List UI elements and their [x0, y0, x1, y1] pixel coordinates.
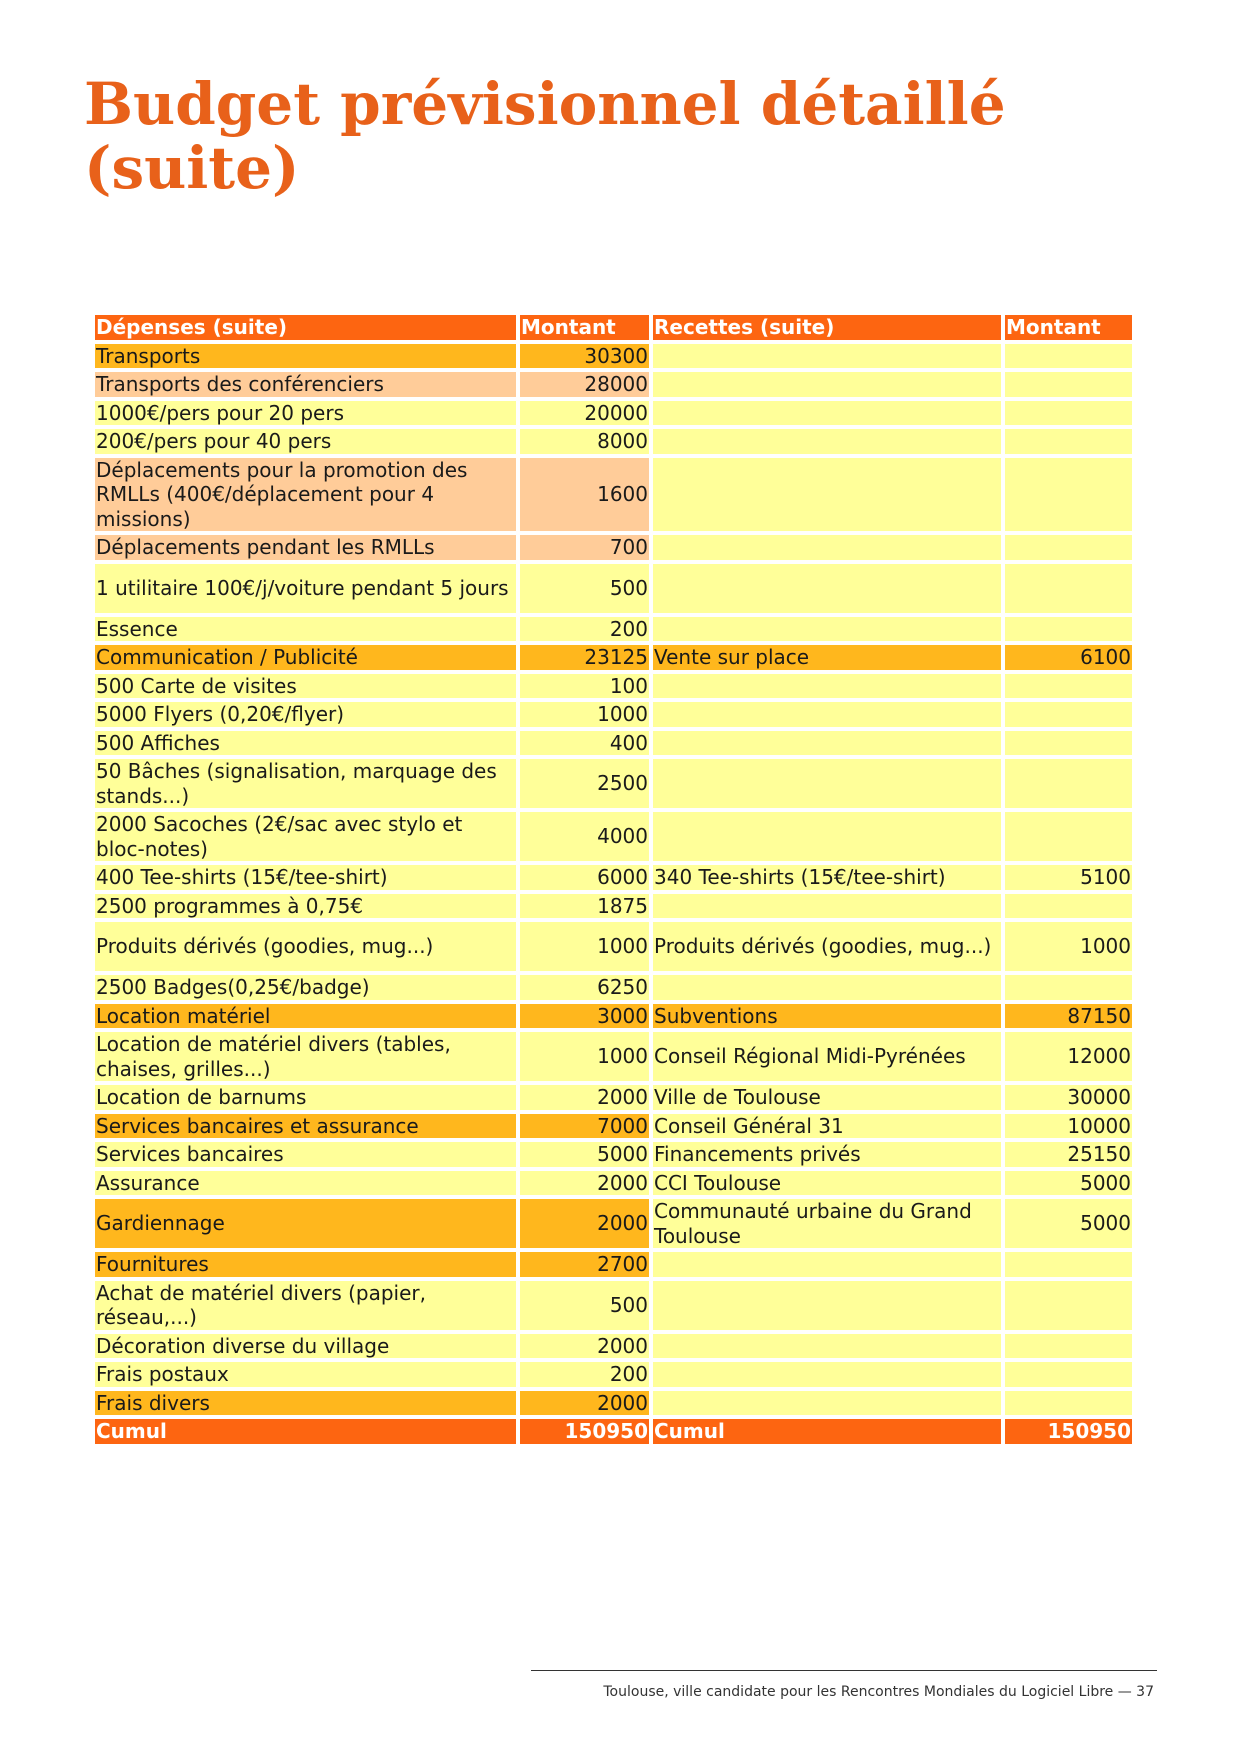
- budget-table-head: [95, 315, 1132, 340]
- page-title: Budget prévisionnel détaillé (suite): [84, 70, 1006, 202]
- expense-label: Location de matériel divers (tables, chaises, grilles...): [95, 1032, 516, 1081]
- expense-amount: 4000: [520, 812, 649, 861]
- expense-amount: 500: [520, 1281, 649, 1330]
- expense-amount: 2000: [520, 1171, 649, 1196]
- expense-label: 200€/pers pour 40 pers: [95, 429, 516, 454]
- expense-amount: 1600: [520, 458, 649, 532]
- table-row: [95, 1171, 1132, 1196]
- page-footer: Toulouse, ville candidate pour les Rencontres Mondiales du Logiciel Libre — 37: [603, 1684, 1154, 1700]
- expense-amount: 1875: [520, 894, 649, 919]
- expense-amount: 200: [520, 617, 649, 642]
- table-row: [95, 535, 1132, 560]
- expense-amount: 200: [520, 1362, 649, 1387]
- income-label: [653, 1334, 1001, 1359]
- income-amount: [1005, 894, 1132, 919]
- expense-amount: 1000: [520, 702, 649, 727]
- expense-label: Décoration diverse du village: [95, 1334, 516, 1359]
- expense-label: Frais divers: [95, 1391, 516, 1416]
- expense-amount: 28000: [520, 372, 649, 397]
- income-amount: [1005, 617, 1132, 642]
- income-label: [653, 344, 1001, 369]
- income-amount: [1005, 564, 1132, 613]
- table-row: [95, 1252, 1132, 1277]
- expense-amount: 500: [520, 564, 649, 613]
- expense-amount: 1000: [520, 922, 649, 971]
- table-row: [95, 865, 1132, 890]
- header-montant-recettes: Montant: [1005, 315, 1132, 340]
- expense-amount: 2500: [520, 759, 649, 808]
- table-row: [95, 894, 1132, 919]
- total-label-depenses: Cumul: [95, 1419, 516, 1444]
- income-label: [653, 702, 1001, 727]
- income-label: [653, 564, 1001, 613]
- expense-label: Transports: [95, 344, 516, 369]
- header-montant-depenses: Montant: [520, 315, 649, 340]
- income-amount: [1005, 674, 1132, 699]
- income-label: Vente sur place: [653, 645, 1001, 670]
- table-row: [95, 759, 1132, 808]
- expense-label: 1000€/pers pour 20 pers: [95, 401, 516, 426]
- expense-label: Gardiennage: [95, 1199, 516, 1248]
- header-depenses: Dépenses (suite): [95, 315, 516, 340]
- table-row: [95, 1004, 1132, 1029]
- expense-label: Fournitures: [95, 1252, 516, 1277]
- expense-label: Communication / Publicité: [95, 645, 516, 670]
- expense-label: Déplacements pendant les RMLLs: [95, 535, 516, 560]
- income-amount: 30000: [1005, 1085, 1132, 1110]
- income-amount: 5100: [1005, 865, 1132, 890]
- income-label: [653, 1281, 1001, 1330]
- income-label: Communauté urbaine du Grand Toulouse: [653, 1199, 1001, 1248]
- table-row: [95, 812, 1132, 861]
- expense-label: 1 utilitaire 100€/j/voiture pendant 5 jours: [95, 564, 516, 613]
- income-label: [653, 759, 1001, 808]
- total-amount-depenses: 150950: [520, 1419, 649, 1444]
- income-label: CCI Toulouse: [653, 1171, 1001, 1196]
- expense-amount: 1000: [520, 1032, 649, 1081]
- expense-amount: 8000: [520, 429, 649, 454]
- total-row: [95, 1419, 1132, 1444]
- income-label: [653, 429, 1001, 454]
- expense-amount: 2000: [520, 1085, 649, 1110]
- table-row: [95, 1362, 1132, 1387]
- income-label: [653, 535, 1001, 560]
- expense-amount: 20000: [520, 401, 649, 426]
- income-label: [653, 894, 1001, 919]
- income-label: [653, 1391, 1001, 1416]
- table-row: [95, 1142, 1132, 1167]
- table-row: [95, 401, 1132, 426]
- expense-label: Produits dérivés (goodies, mug...): [95, 922, 516, 971]
- expense-label: 400 Tee-shirts (15€/tee-shirt): [95, 865, 516, 890]
- table-row: [95, 731, 1132, 756]
- expense-amount: 100: [520, 674, 649, 699]
- income-amount: [1005, 812, 1132, 861]
- expense-amount: 5000: [520, 1142, 649, 1167]
- income-amount: 10000: [1005, 1114, 1132, 1139]
- table-row: [95, 1032, 1132, 1081]
- expense-label: 2500 Badges(0,25€/badge): [95, 975, 516, 1000]
- expense-amount: 3000: [520, 1004, 649, 1029]
- expense-label: Location matériel: [95, 1004, 516, 1029]
- income-amount: [1005, 1252, 1132, 1277]
- income-amount: [1005, 372, 1132, 397]
- income-label: [653, 372, 1001, 397]
- income-amount: [1005, 975, 1132, 1000]
- income-label: Financements privés: [653, 1142, 1001, 1167]
- header-recettes: Recettes (suite): [653, 315, 1001, 340]
- expense-amount: 400: [520, 731, 649, 756]
- income-label: [653, 458, 1001, 532]
- table-row: [95, 617, 1132, 642]
- expense-amount: 30300: [520, 344, 649, 369]
- table-row: [95, 372, 1132, 397]
- income-amount: 6100: [1005, 645, 1132, 670]
- income-label: [653, 812, 1001, 861]
- expense-amount: 23125: [520, 645, 649, 670]
- income-amount: 5000: [1005, 1171, 1132, 1196]
- expense-label: Services bancaires et assurance: [95, 1114, 516, 1139]
- expense-label: 500 Carte de visites: [95, 674, 516, 699]
- expense-label: Frais postaux: [95, 1362, 516, 1387]
- expense-label: 2000 Sacoches (2€/sac avec stylo et bloc-notes): [95, 812, 516, 861]
- table-row: [95, 1114, 1132, 1139]
- income-label: [653, 1252, 1001, 1277]
- table-row: [95, 645, 1132, 670]
- table-row: [95, 344, 1132, 369]
- expense-amount: 6000: [520, 865, 649, 890]
- table-row: [95, 564, 1132, 613]
- income-label: 340 Tee-shirts (15€/tee-shirt): [653, 865, 1001, 890]
- expense-label: 5000 Flyers (0,20€/flyer): [95, 702, 516, 727]
- table-row: [95, 975, 1132, 1000]
- expense-label: 500 Affiches: [95, 731, 516, 756]
- income-label: Subventions: [653, 1004, 1001, 1029]
- expense-amount: 2000: [520, 1334, 649, 1359]
- table-row: [95, 429, 1132, 454]
- table-row: [95, 1199, 1132, 1248]
- income-amount: [1005, 535, 1132, 560]
- income-amount: [1005, 1391, 1132, 1416]
- table-row: [95, 458, 1132, 532]
- budget-table: [91, 311, 1136, 1448]
- expense-label: 50 Bâches (signalisation, marquage des stands...): [95, 759, 516, 808]
- expense-label: Déplacements pour la promotion des RMLLs (400€/déplacement pour 4 missions): [95, 458, 516, 532]
- income-amount: [1005, 702, 1132, 727]
- expense-label: 2500 programmes à 0,75€: [95, 894, 516, 919]
- expense-amount: 700: [520, 535, 649, 560]
- income-amount: 1000: [1005, 922, 1132, 971]
- income-label: [653, 731, 1001, 756]
- expense-amount: 6250: [520, 975, 649, 1000]
- total-amount-recettes: 150950: [1005, 1419, 1132, 1444]
- expense-amount: 2000: [520, 1391, 649, 1416]
- income-amount: [1005, 401, 1132, 426]
- income-label: [653, 674, 1001, 699]
- table-row: [95, 1391, 1132, 1416]
- income-label: Conseil Régional Midi-Pyrénées: [653, 1032, 1001, 1081]
- table-row: [95, 1085, 1132, 1110]
- income-amount: [1005, 344, 1132, 369]
- income-amount: [1005, 731, 1132, 756]
- income-amount: [1005, 759, 1132, 808]
- expense-label: Services bancaires: [95, 1142, 516, 1167]
- income-amount: 5000: [1005, 1199, 1132, 1248]
- income-label: [653, 1362, 1001, 1387]
- income-amount: [1005, 1362, 1132, 1387]
- income-amount: 12000: [1005, 1032, 1132, 1081]
- income-amount: [1005, 429, 1132, 454]
- income-label: [653, 975, 1001, 1000]
- expense-amount: 2000: [520, 1199, 649, 1248]
- income-label: Conseil Général 31: [653, 1114, 1001, 1139]
- table-row: [95, 702, 1132, 727]
- expense-label: Location de barnums: [95, 1085, 516, 1110]
- income-label: Ville de Toulouse: [653, 1085, 1001, 1110]
- expense-label: Achat de matériel divers (papier, réseau,...): [95, 1281, 516, 1330]
- income-amount: [1005, 1334, 1132, 1359]
- table-row: [95, 674, 1132, 699]
- income-amount: [1005, 1281, 1132, 1330]
- income-label: [653, 401, 1001, 426]
- income-label: [653, 617, 1001, 642]
- income-label: Produits dérivés (goodies, mug...): [653, 922, 1001, 971]
- total-label-recettes: Cumul: [653, 1419, 1001, 1444]
- expense-amount: 2700: [520, 1252, 649, 1277]
- table-row: [95, 1334, 1132, 1359]
- table-row: [95, 922, 1132, 971]
- header-row: [95, 315, 1132, 340]
- table-row: [95, 1281, 1132, 1330]
- budget-table-body: [95, 344, 1132, 1416]
- expense-label: Assurance: [95, 1171, 516, 1196]
- income-amount: [1005, 458, 1132, 532]
- expense-amount: 7000: [520, 1114, 649, 1139]
- expense-label: Transports des conférenciers: [95, 372, 516, 397]
- expense-label: Essence: [95, 617, 516, 642]
- income-amount: 87150: [1005, 1004, 1132, 1029]
- budget-table-foot: [95, 1419, 1132, 1444]
- income-amount: 25150: [1005, 1142, 1132, 1167]
- footer-divider: [531, 1670, 1157, 1671]
